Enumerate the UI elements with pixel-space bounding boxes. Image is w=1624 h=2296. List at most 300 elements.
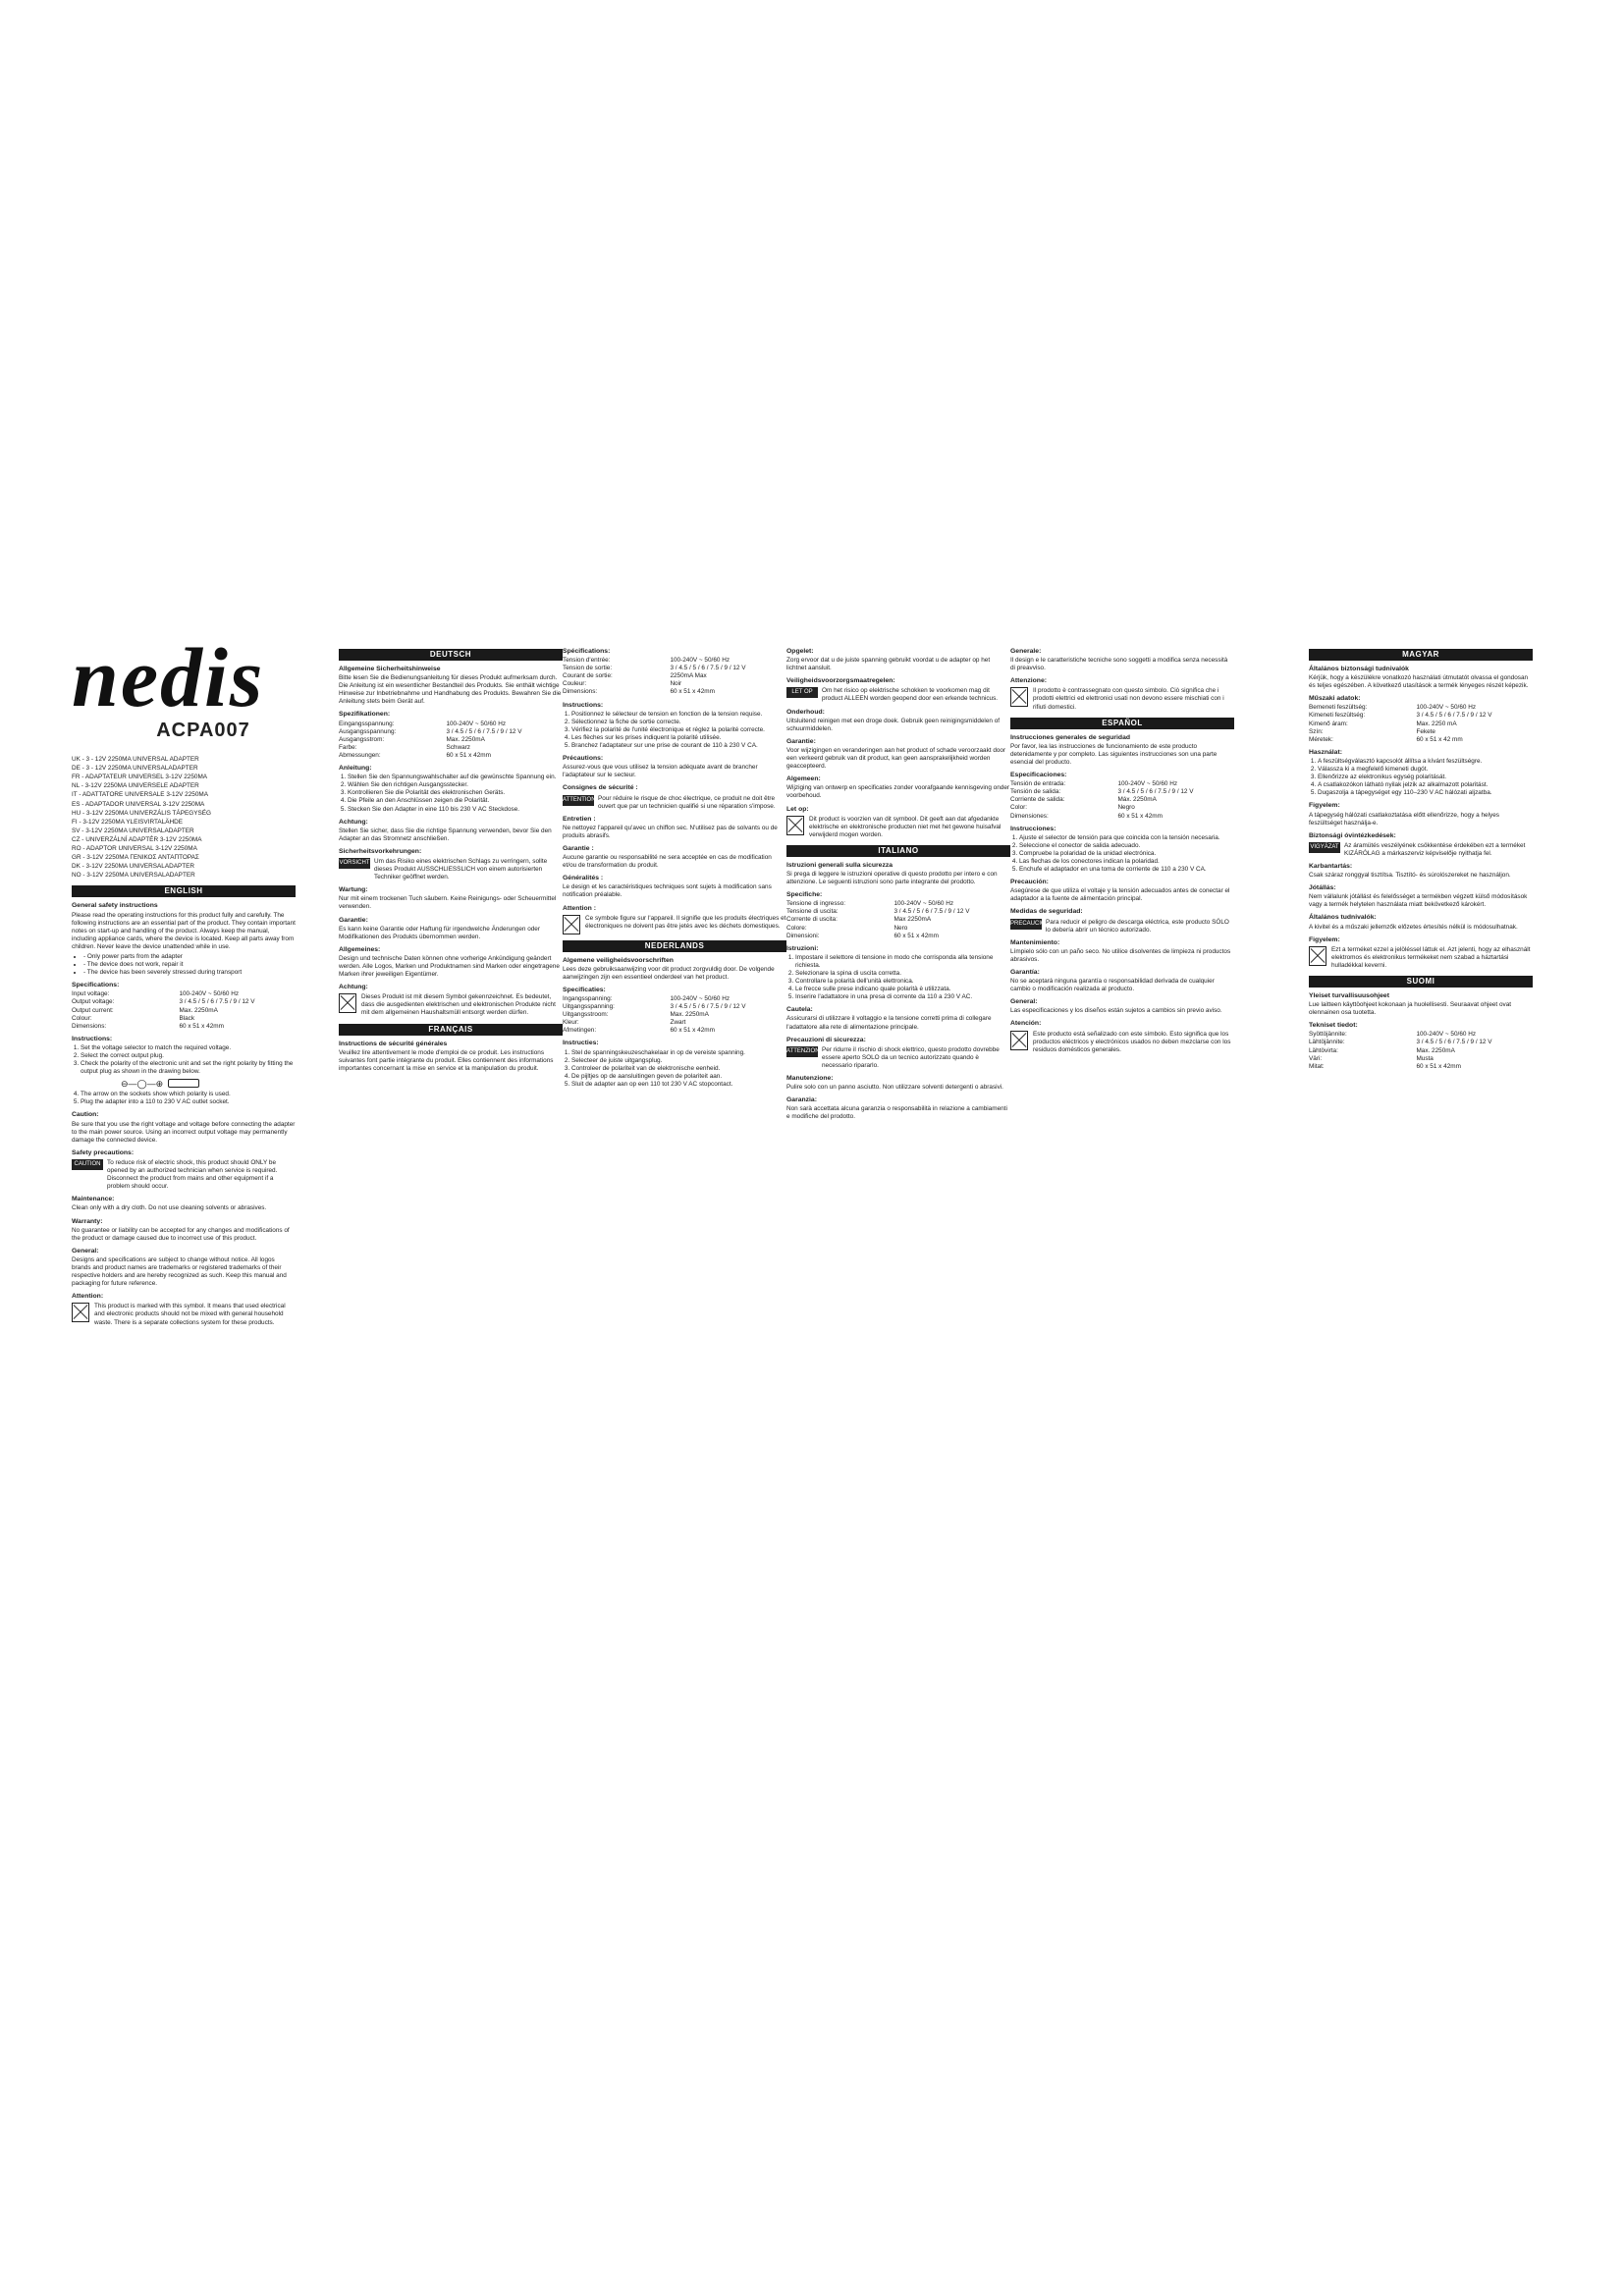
spec-row	[1309, 1055, 1533, 1063]
safety-text: Bitte lesen Sie die Bedienungsanleitung für dieses Produkt aufmerksam durch. Die Anleitung ist ein wesentlicher Bestandteil des Produkts. Sie enthält wichtige Hinweise zur Inbetriebnahme und Handhabung des Produkts. Bewahren Sie die Anleitung stets beim Gerät auf.	[339, 674, 562, 706]
spec-label: Ingangsspanning:	[563, 995, 613, 1002]
warranty-text: Aucune garantie ou responsabilité ne sera acceptée en cas de modification et/ou de transformation du produit.	[563, 854, 772, 870]
warranty-text: Non sarà accettata alcuna garanzia o responsabilità in relazione a cambiamenti e modifiche del prodotto.	[786, 1105, 1007, 1121]
plug-icon	[168, 1079, 199, 1088]
general-text: A kivitel és a műszaki jellemzők előzetes értesítés nélkül is módosulhatnak.	[1309, 923, 1518, 931]
spec-table	[786, 900, 1010, 939]
warning-block	[1309, 842, 1533, 858]
spec-row	[72, 990, 296, 998]
heading-caution: Caution:	[72, 1111, 99, 1119]
spec-row	[1309, 721, 1533, 728]
heading-safety: Allgemeine Sicherheitshinweise	[339, 666, 441, 672]
instruction-item: 1. Set the voltage selector to match the required voltage.	[81, 1044, 296, 1052]
heading-safety: General safety instructions	[72, 902, 158, 910]
heading-instructions: Instrucciones:	[1010, 825, 1056, 832]
instruction-item: 5. Dugaszolja a tápegységet egy 110–230 V AC hálózati aljzatba.	[1318, 789, 1533, 797]
maintenance-text: Límpielo sólo con un paño seco. No utilice disolventes de limpieza ni productos abrasivos.	[1010, 947, 1231, 963]
warning-icon: VORSICHT	[339, 858, 370, 869]
caution-text: Zorg ervoor dat u de juiste spanning gebruikt voordat u de adapter op het lichtnet aansluit.	[786, 657, 991, 672]
weee-block	[1010, 1031, 1234, 1054]
spec-row	[1010, 780, 1234, 788]
instruction-list-continued	[72, 1091, 296, 1106]
attention-text: Este producto está señalizado con este símbolo. Esto significa que los productos eléctricos y electrónicos usados no deben mezclarse con los residuos domésticos generales.	[1033, 1030, 1231, 1053]
heading-maintenance: Wartung:	[339, 886, 368, 894]
attention-text: This product is marked with this symbol. It means that used electrical and electronic products should not be mixed with general household waste. There is a separate collections system for these products.	[94, 1303, 286, 1326]
heading-warranty: Warranty:	[72, 1217, 103, 1225]
spec-row	[339, 752, 563, 760]
spec-value: 60 x 51 x 42mm	[670, 1027, 715, 1035]
spec-row	[1010, 813, 1234, 821]
spec-label: Input voltage:	[72, 990, 110, 998]
heading-attention: Attention :	[563, 904, 596, 912]
heading-specifications: Specifications:	[72, 982, 120, 989]
safety-precautions-text: Pour réduire le risque de choc électrique, ce produit ne doit être ouvert que par un technicien qualifié si une réparation s'impose.	[598, 794, 776, 810]
heading-maintenance: Entretien :	[563, 815, 596, 823]
spec-label: Tensión de entrada:	[1010, 780, 1066, 788]
instruction-item: 1. A feszültségválasztó kapcsolót állítsa a kívánt feszültségre.	[1318, 758, 1533, 766]
heading-caution: Precaución:	[1010, 879, 1049, 886]
heading-specifications: Especificaciones:	[1010, 772, 1067, 779]
spec-label: Color:	[1010, 804, 1028, 812]
spec-table	[1309, 1031, 1533, 1070]
instruction-list	[1010, 834, 1234, 874]
spec-value: 3 / 4.5 / 5 / 6 / 7.5 / 9 / 12 V	[670, 665, 746, 672]
safety-precautions-text: Az áramütés veszélyének csökkentése érdekében ezt a terméket KIZÁRÓLAG a márkaszerviz képviselője nyithatja fel.	[1344, 841, 1526, 857]
spec-table	[1309, 704, 1533, 743]
spec-value: 100-240V ~ 50/60 Hz	[1416, 704, 1477, 712]
spec-label: Kimenő áram:	[1309, 720, 1348, 727]
section-bar-suomi: SUOMI	[1309, 976, 1533, 988]
instruction-item: 4. De pijltjes op de aansluitingen geven de polariteit aan.	[571, 1073, 786, 1081]
spec-label: Kleur:	[563, 1019, 579, 1027]
instruction-item: 5. Sluit de adapter aan op een 110 tot 230 V AC stopcontact.	[571, 1081, 786, 1089]
spec-label: Colore:	[786, 924, 807, 932]
instruction-list	[786, 954, 1010, 1002]
spec-row	[339, 736, 563, 744]
section-bar-francais: FRANÇAIS	[339, 1024, 563, 1036]
heading-safety-precautions: Veiligheidsvoorzorgsmaatregelen:	[786, 677, 895, 685]
column-4	[786, 643, 1010, 1232]
spec-row	[1010, 796, 1234, 804]
spec-label: Afmetingen:	[563, 1027, 597, 1035]
warning-block	[563, 795, 786, 811]
instruction-item: 3. Ellenőrizze az elektronikus egység polaritását.	[1318, 774, 1533, 781]
bullet-item: • - The device has been severely stressed during transport	[83, 969, 296, 977]
bullet-list	[72, 953, 296, 977]
weee-block	[1309, 946, 1533, 970]
warning-block	[1010, 919, 1234, 934]
general-text: Le design et les caractéristiques techniques sont sujets à modification sans notification préalable.	[563, 883, 772, 899]
spec-row	[786, 908, 1010, 916]
spec-row	[786, 916, 1010, 924]
heading-caution: Opgelet:	[786, 648, 814, 655]
heading-safety-precautions: Consignes de sécurité :	[563, 784, 638, 792]
spec-value: 3 / 4.5 / 5 / 6 / 7.5 / 9 / 12 V	[1416, 1039, 1492, 1046]
spec-value: Máx. 2250mA	[1117, 796, 1157, 804]
instruction-item: 2. Seleccione el conector de salida adecuado.	[1019, 842, 1234, 850]
heading-instructions: Anleitung:	[339, 765, 372, 773]
crossed-bin-icon	[1010, 687, 1028, 707]
attention-text: Dieses Produkt ist mit diesem Symbol gekennzeichnet. Es bedeutet, dass die ausgedienten elektrischen und elektronischen Produkte nicht mit dem allgemeinen Haushaltsmüll entsorgt werden dürfen.	[361, 993, 556, 1017]
instruction-item: 2. Válassza ki a megfelelő kimeneti dugót.	[1318, 766, 1533, 774]
spec-value: 60 x 51 x 42mm	[1416, 1062, 1461, 1070]
caution-text: Assurez-vous que vous utilisez la tension adéquate avant de brancher l'adaptateur sur le secteur.	[563, 764, 758, 779]
section-bar-italiano: ITALIANO	[786, 845, 1010, 857]
general-text: Las especificaciones y los diseños están sujetos a cambios sin previo aviso.	[1010, 1007, 1222, 1015]
spec-row	[339, 744, 563, 752]
spec-row	[786, 900, 1010, 908]
language-item: SV - 3-12V 2250MA UNIVERSALADAPTER	[72, 827, 194, 834]
safety-text: Kérjük, hogy a készülékre vonatkozó használati útmutatót olvassa el gondosan és teljes egészében. A következő utasítások a termék lényeges részét képezik.	[1309, 674, 1529, 690]
spec-value: Max. 2250mA	[179, 1006, 218, 1014]
safety-precautions-text: Para reducir el peligro de descarga eléctrica, este producto SÓLO lo debería abrir un técnico autorizado.	[1046, 918, 1229, 934]
column-5	[1010, 643, 1234, 1232]
spec-value: Musta	[1416, 1054, 1434, 1062]
attention-text: Il prodotto è contrassegnato con questo simbolo. Ciò significa che i prodotti elettrici ed elettronici usati non devono essere mischiati con i rifiuti domestici.	[1033, 687, 1224, 711]
spec-label: Tensione di uscita:	[786, 908, 839, 916]
spec-label: Bemeneti feszültség:	[1309, 704, 1368, 712]
instruction-item: 2. Sélectionnez la fiche de sortie correcte.	[571, 719, 786, 726]
crossed-bin-icon	[1010, 1031, 1028, 1050]
spec-table	[563, 995, 786, 1035]
heading-general: Généralités :	[563, 875, 604, 882]
maintenance-text: Pulire solo con un panno asciutto. Non utilizzare solventi detergenti o abrasivi.	[786, 1084, 1003, 1092]
spec-value: 100-240V ~ 50/60 Hz	[1117, 780, 1178, 788]
spec-row	[1309, 1031, 1533, 1039]
instruction-item: 3. Vérifiez la polarité de l'unité électronique et réglez la polarité correcte.	[571, 726, 786, 734]
spec-value: 100-240V ~ 50/60 Hz	[179, 990, 240, 998]
spec-table	[339, 721, 563, 760]
spec-label: Dimensioni:	[786, 932, 820, 939]
crossed-bin-icon	[1309, 946, 1326, 966]
language-item: CZ - UNIVERZÁLNÍ ADAPTÉR 3-12V 2250MA	[72, 835, 202, 843]
heading-maintenance: Maintenance:	[72, 1196, 115, 1203]
heading-caution: Précautions:	[563, 755, 604, 763]
column-6	[1309, 643, 1533, 1232]
heading-safety: Yleiset turvallisuusohjeet	[1309, 992, 1389, 999]
attention-text: Ce symbole figure sur l'appareil. Il signifie que les produits électriques et électroniques ne doivent pas être jetés avec les déchets domestiques.	[585, 914, 786, 930]
language-item: HU - 3-12V 2250MA UNIVERZÁLIS TÁPEGYSÉG	[72, 809, 211, 817]
maintenance-text: Uitsluitend reinigen met een droge doek. Gebruik geen reinigingsmiddelen of schuurmiddelen.	[786, 717, 1001, 732]
spec-value: 3 / 4.5 / 5 / 6 / 7.5 / 9 / 12 V	[1117, 788, 1194, 796]
spec-label: Output current:	[72, 1006, 114, 1014]
instruction-item: 1. Ajuste el selector de tensión para que coincida con la tensión necesaria.	[1019, 834, 1234, 842]
general-text: Il design e le caratteristiche tecniche sono soggetti a modifica senza necessità di preavviso.	[1010, 657, 1228, 672]
heading-specifications: Spécifications:	[563, 648, 611, 655]
heading-safety-precautions: Medidas de seguridad:	[1010, 908, 1083, 916]
polarity-symbol: ⊖—◯—⊕	[121, 1078, 164, 1089]
spec-row	[563, 1019, 786, 1027]
heading-general: General:	[72, 1247, 99, 1255]
instruction-item: 5. Branchez l'adaptateur sur une prise de courant de 110 à 230 V CA.	[571, 742, 786, 750]
language-item: FI - 3-12V 2250MA YLEISVIRTALÄHDE	[72, 818, 183, 826]
spec-row	[563, 1027, 786, 1035]
heading-safety-precautions: Safety precautions:	[72, 1148, 135, 1156]
general-text: Designs and specifications are subject to change without notice. All logos brands and product names are trademarks or registered trademarks of their respective holders and are hereby recognized as such. Keep this manual and packaging for future reference.	[72, 1255, 287, 1288]
instruction-item: 2. Select the correct output plug.	[81, 1052, 296, 1060]
spec-label: Tensión de salida:	[1010, 788, 1061, 796]
spec-label: Szín:	[1309, 727, 1324, 735]
spec-label: Corrente di uscita:	[786, 916, 838, 924]
heading-instructions: Istruzioni:	[786, 944, 819, 952]
heading-specifications: Specificaties:	[563, 986, 606, 993]
heading-general: Általános tudnivalók:	[1309, 914, 1377, 922]
weee-block	[72, 1303, 296, 1326]
column-1	[72, 196, 296, 1326]
spec-row	[563, 688, 786, 696]
spec-row	[1309, 1039, 1533, 1046]
spec-value: 60 x 51 x 42mm	[179, 1022, 224, 1030]
instruction-item: 3. Compruebe la polaridad de la unidad electrónica.	[1019, 850, 1234, 858]
heading-safety-precautions: Precauzioni di sicurezza:	[786, 1036, 866, 1043]
language-item: RO - ADAPTOR UNIVERSAL 3-12V 2250MA	[72, 845, 197, 853]
spec-value: 3 / 4.5 / 5 / 6 / 7.5 / 9 / 12 V	[670, 1003, 746, 1011]
heading-maintenance: Onderhoud:	[786, 708, 825, 716]
spec-row	[339, 728, 563, 736]
instruction-list	[563, 1049, 786, 1089]
warning-block	[786, 1046, 1010, 1070]
language-item: DE - 3 - 12V 2250MA UNIVERSALADAPTER	[72, 765, 198, 773]
heading-safety: Általános biztonsági tudnivalók	[1309, 666, 1409, 672]
spec-value: 60 x 51 x 42mm	[893, 932, 939, 939]
safety-text: Lees deze gebruiksaanwijzing voor dit product zorgvuldig door. De volgende aanwijzingen zijn een essentieel onderdeel van het product.	[563, 965, 775, 981]
spec-value: Fekete	[1416, 727, 1435, 735]
weee-block	[563, 915, 786, 934]
instruction-item: 5. Plug the adapter into a 110 to 230 V AC outlet socket.	[81, 1098, 296, 1106]
spec-row	[1309, 1047, 1533, 1055]
spec-table	[72, 990, 296, 1030]
spec-label: Abmessungen:	[339, 751, 381, 759]
spec-value: 3 / 4.5 / 5 / 6 / 7.5 / 9 / 12 V	[446, 727, 522, 735]
spec-row	[72, 1023, 296, 1031]
heading-caution: Cautela:	[786, 1006, 813, 1014]
heading-attention: Attenzione:	[1010, 677, 1048, 685]
heading-warranty: Garantie:	[786, 737, 816, 745]
spec-label: Uitgangsspanning:	[563, 1003, 615, 1011]
warning-icon: LET OP	[786, 687, 818, 698]
instruction-item: 1. Positionnez le sélecteur de tension en fonction de la tension requise.	[571, 711, 786, 719]
safety-precautions-text: Um das Risiko eines elektrischen Schlags zu verringern, sollte dieses Produkt AUSSCHLIESSLICH von einem autorisierten Techniker geöffnet werden.	[374, 857, 548, 881]
spec-label: Dimensiones:	[1010, 812, 1049, 820]
section-bar-magyar: MAGYAR	[1309, 649, 1533, 661]
safety-text: Por favor, lea las instrucciones de funcionamiento de este producto detenidamente y por completo. Las siguientes instrucciones son una parte esencial del producto.	[1010, 742, 1218, 766]
nedis-logo: nedis	[72, 630, 265, 724]
safety-text: Lue laitteen käyttöohjeet kokonaan ja huolellisesti. Seuraavat ohjeet ovat olennainen osa tuotetta.	[1309, 1001, 1512, 1017]
heading-attention: Atención:	[1010, 1020, 1042, 1028]
safety-precautions-text: To reduce risk of electric shock, this product should ONLY be opened by an authorized technician when service is required. Disconnect the product from mains and other equipment if a problem should occur.	[107, 1158, 278, 1191]
warranty-text: Voor wijzigingen en veranderingen aan het product of schade veroorzaakt door een verkeerd gebruik van dit product, kan geen aansprakelijkheid worden geaccepteerd.	[786, 746, 1006, 771]
crossed-bin-icon	[563, 915, 580, 934]
warning-block	[72, 1159, 296, 1191]
section-bar-nederlands: NEDERLANDS	[563, 940, 786, 952]
spec-row	[72, 1015, 296, 1023]
instruction-item: 4. A csatlakozókon látható nyilak jelzik az alkalmazott polaritást.	[1318, 781, 1533, 789]
warning-icon: PRECAUCIÓN	[1010, 919, 1042, 930]
spec-label: Méretek:	[1309, 735, 1333, 743]
language-item: UK - 3 - 12V 2250MA UNIVERSAL ADAPTER	[72, 756, 199, 764]
spec-row	[786, 925, 1010, 933]
spec-row	[563, 680, 786, 688]
spec-label: Kimeneti feszültség:	[1309, 712, 1366, 720]
warranty-text: Nem vállalunk jótállást és felelősséget a termékben végzett külső módosítások vagy a termék helytelen használata miatt bekövetkező károkért.	[1309, 893, 1528, 909]
spec-label: Mitat:	[1309, 1062, 1325, 1070]
spec-label: Farbe:	[339, 743, 357, 751]
instruction-item: 2. Selecteer de juiste uitgangsplug.	[571, 1057, 786, 1065]
spec-row	[1309, 712, 1533, 720]
spec-label: Ausgangsstrom:	[339, 735, 385, 743]
spec-value: 100-240V ~ 50/60 Hz	[1416, 1031, 1477, 1039]
crossed-bin-icon	[786, 816, 804, 835]
heading-specifications: Műszaki adatok:	[1309, 695, 1361, 703]
safety-precautions-text: Per ridurre il rischio di shock elettrico, questo prodotto dovrebbe essere aperto SOLO da un tecnico autorizzato quando è necessario ripararlo.	[822, 1045, 1000, 1069]
spec-value: Black	[179, 1014, 195, 1022]
spec-value: 100-240V ~ 50/60 Hz	[893, 900, 954, 908]
spec-row	[1309, 736, 1533, 744]
heading-warranty: Jótállás:	[1309, 884, 1336, 892]
spec-row	[1010, 804, 1234, 812]
spec-value: 3 / 4.5 / 5 / 6 / 7.5 / 9 / 12 V	[179, 998, 255, 1006]
warning-icon: ATTENTION	[563, 795, 594, 806]
heading-caution: Figyelem:	[1309, 802, 1340, 810]
heading-instructions: Instructions:	[72, 1035, 113, 1042]
caution-text: Stellen Sie sicher, dass Sie die richtige Spannung verwenden, bevor Sie den Adapter an das Stromnetz anschließen.	[339, 827, 552, 842]
heading-warranty: Garantía:	[1010, 969, 1040, 976]
language-item: IT - ADATTATORE UNIVERSALE 3-12V 2250MA	[72, 791, 208, 799]
spec-label: Väri:	[1309, 1054, 1323, 1062]
instruction-item: 1. Stel de spanningskeuzeschakelaar in op de vereiste spanning.	[571, 1049, 786, 1057]
spec-label: Dimensions:	[72, 1022, 107, 1030]
safety-text: Veuillez lire attentivement le mode d'emploi de ce produit. Les instructions suivantes font partie intégrante du produit. Elles contiennent des informations importantes concernant la mise en service et la manipulation du produit.	[339, 1048, 554, 1072]
warning-icon: VIGYÁZAT	[1309, 842, 1340, 853]
heading-general: Generale:	[1010, 648, 1042, 655]
spec-label: Eingangsspannung:	[339, 720, 395, 727]
spec-value: Zwart	[670, 1019, 686, 1027]
warranty-text: Es kann keine Garantie oder Haftung für irgendwelche Änderungen oder Modifikationen des Produkts übernommen werden.	[339, 925, 540, 940]
spec-label: Syöttöjännite:	[1309, 1031, 1347, 1039]
language-item: ES - ADAPTADOR UNIVERSAL 3-12V 2250MA	[72, 800, 205, 808]
spec-value: Max. 2250mA	[670, 1011, 709, 1019]
spec-value: 2250mA Max	[670, 672, 707, 680]
bullet-item: • - The device does not work, repair it	[83, 961, 296, 969]
warning-icon: CAUTION	[72, 1159, 103, 1170]
spec-value: Noir	[670, 680, 682, 688]
spec-row	[1309, 728, 1533, 736]
spec-row	[1010, 788, 1234, 796]
language-item: DK - 3-12V 2250MA UNIVERSALADAPTER	[72, 863, 195, 871]
maintenance-text: Csak száraz ronggyal tisztítsa. Tisztító- és súrolószereket ne használjon.	[1309, 872, 1511, 880]
column-3	[563, 643, 786, 1232]
heading-maintenance: Karbantartás:	[1309, 862, 1353, 870]
crossed-bin-icon	[72, 1303, 89, 1322]
spec-value: Negro	[1117, 804, 1135, 812]
spec-label: Colour:	[72, 1014, 92, 1022]
instruction-item: 3. Controllare la polarità dell'unità elettronica.	[795, 978, 1010, 986]
spec-value: 100-240V ~ 50/60 Hz	[446, 720, 507, 727]
section-bar-english: ENGLISH	[72, 885, 296, 897]
instruction-item: 3. Check the polarity of the electronic unit and set the right polarity by fitting the output plug as shown in the drawing below.	[81, 1060, 296, 1076]
heading-general: General:	[1010, 998, 1038, 1006]
caution-text: Assicurarsi di utilizzare il voltaggio e la tensione corretti prima di collegare l'adattatore alla rete di alimentazione principale.	[786, 1015, 992, 1031]
bullet-item: • - Only power parts from the adapter	[83, 953, 296, 961]
heading-maintenance: Manutenzione:	[786, 1075, 834, 1083]
instruction-item: 4. Le frecce sulle prese indicano quale polarità è utilizzata.	[795, 986, 1010, 993]
instruction-item: 2. Wählen Sie den richtigen Ausgangsstecker.	[348, 781, 563, 789]
spec-label: Ausgangsspannung:	[339, 727, 397, 735]
spec-label: Corriente de salida:	[1010, 796, 1065, 804]
spec-label: Tension de sortie:	[563, 665, 613, 672]
attention-text: Dit product is voorzien van dit symbool. Dit geeft aan dat afgedankte elektrische en elektronische producten niet met het gewone huisafval verwijderd mogen worden.	[809, 815, 1001, 838]
instruction-item: 1. Stellen Sie den Spannungswahlschalter auf die gewünschte Spannung ein.	[348, 774, 563, 781]
model-number: ACPA007	[156, 720, 250, 741]
heading-warranty: Garanzia:	[786, 1096, 817, 1104]
spec-value: 60 x 51 x 42 mm	[1416, 735, 1463, 743]
heading-warranty: Garantie:	[339, 916, 368, 924]
heading-attention: Figyelem:	[1309, 935, 1340, 943]
spec-label: Output voltage:	[72, 998, 115, 1006]
caution-text: A tápegység hálózati csatlakoztatása előtt ellenőrizze, hogy a helyes feszültséget használja-e.	[1309, 811, 1499, 827]
spec-value: 100-240V ~ 50/60 Hz	[670, 657, 731, 665]
maintenance-text: Nur mit einem trockenen Tuch säubern. Keine Reinigungs- oder Scheuermittel verwenden.	[339, 895, 557, 911]
instruction-list	[1309, 758, 1533, 797]
spec-label: Couleur:	[563, 680, 587, 688]
safety-text: Please read the operating instructions for this product fully and carefully. The following instructions are an essential part of the product. They contain important notes on start-up and handling of the product. Always keep the manual, including appliance cards, where the device is located. Keep all parts away from children. Never leave the device unattended while in use.	[72, 911, 296, 950]
heading-general: Allgemeines:	[339, 945, 381, 953]
caution-text: Asegúrese de que utiliza el voltaje y la tensión adecuados antes de conectar el adaptador a la fuente de alimentación principal.	[1010, 887, 1230, 903]
spec-label: Lähtövirta:	[1309, 1046, 1338, 1054]
warning-icon: ATTENZIONE	[786, 1046, 818, 1057]
heading-specifications: Spezifikationen:	[339, 711, 391, 719]
warranty-text: No guarantee or liability can be accepted for any changes and modifications of the product or damage caused due to incorrect use of this product.	[72, 1226, 290, 1242]
polarity-diagram	[121, 1079, 296, 1088]
instruction-item: 3. Kontrollieren Sie die Polarität des elektronischen Geräts.	[348, 789, 563, 797]
heading-warranty: Garantie :	[563, 844, 594, 852]
heading-safety-precautions: Biztonsági óvintézkedések:	[1309, 831, 1396, 839]
instruction-item: 4. Les flèches sur les prises indiquent la polarité utilisée.	[571, 734, 786, 742]
language-item: NO - 3-12V 2250MA UNIVERSALADAPTER	[72, 872, 195, 880]
spec-label: Courant de sortie:	[563, 672, 613, 680]
spec-value: Max. 2250mA	[446, 735, 485, 743]
spec-row	[563, 672, 786, 680]
language-item: NL - 3-12V 2250MA UNIVERSELE ADAPTER	[72, 782, 199, 790]
heading-attention: Let op:	[786, 805, 809, 813]
heading-safety: Instrucciones generales de seguridad	[1010, 733, 1131, 741]
spec-value: Max. 2250mA	[1416, 1046, 1455, 1054]
heading-specifications: Tekniset tiedot:	[1309, 1022, 1358, 1030]
spec-value: Max 2250mA	[893, 916, 932, 924]
spec-row	[563, 995, 786, 1003]
instruction-item: 4. Las flechas de los conectores indican la polaridad.	[1019, 858, 1234, 866]
warranty-text: No se aceptará ninguna garantía o responsabilidad derivada de cualquier cambio o modificación realizada al producto.	[1010, 978, 1215, 993]
warning-block	[786, 687, 1010, 703]
spec-value: 100-240V ~ 50/60 Hz	[670, 995, 731, 1002]
section-bar-deutsch: DEUTSCH	[339, 649, 563, 661]
column-2	[339, 643, 563, 1232]
crossed-bin-icon	[339, 993, 356, 1013]
language-item: GR - 3-12V 2250MA ΓΕΝΙΚΟΣ ΑΝΤΑΠΤΟΡΑΣ	[72, 854, 199, 862]
instruction-list	[72, 1044, 296, 1076]
spec-value: 60 x 51 x 42mm	[1117, 812, 1163, 820]
spec-table	[1010, 780, 1234, 820]
safety-text: Si prega di leggere le istruzioni operative di questo prodotto per intero e con attenzione. Le seguenti istruzioni sono parte integrante del prodotto.	[786, 870, 998, 886]
maintenance-text: Ne nettoyez l'appareil qu'avec un chiffon sec. N'utilisez pas de solvants ou de produits abrasifs.	[563, 824, 778, 839]
heading-maintenance: Mantenimiento:	[1010, 938, 1060, 946]
heading-general: Algemeen:	[786, 775, 821, 783]
spec-label: Tension d'entrée:	[563, 657, 611, 665]
spec-value: Schwarz	[446, 743, 470, 751]
weee-block	[786, 816, 1010, 839]
spec-row	[72, 1007, 296, 1015]
section-bar-espanol: ESPAÑOL	[1010, 718, 1234, 729]
